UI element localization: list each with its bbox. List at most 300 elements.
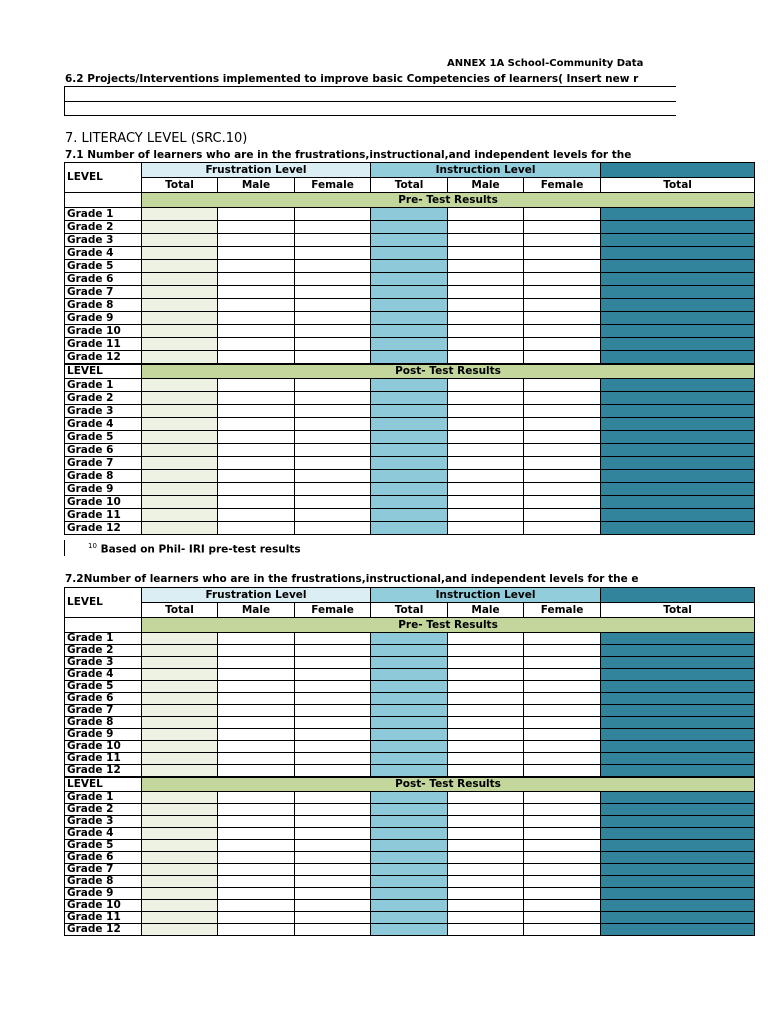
table-cell[interactable]	[448, 792, 524, 804]
table-cell[interactable]	[218, 418, 295, 431]
table-cell[interactable]	[295, 852, 371, 864]
table-cell[interactable]	[218, 483, 295, 496]
table-cell[interactable]	[524, 924, 601, 936]
table-cell[interactable]	[448, 753, 524, 765]
table-cell[interactable]	[218, 828, 295, 840]
table-cell[interactable]	[448, 840, 524, 852]
table-cell[interactable]	[601, 693, 755, 705]
table-cell[interactable]	[601, 900, 755, 912]
table-cell[interactable]	[218, 900, 295, 912]
table-cell[interactable]	[448, 876, 524, 888]
table-cell[interactable]	[524, 864, 601, 876]
table-cell[interactable]	[371, 840, 448, 852]
table-cell[interactable]	[371, 260, 448, 273]
table-cell[interactable]	[295, 431, 371, 444]
table-cell[interactable]	[448, 633, 524, 645]
table-cell[interactable]	[601, 888, 755, 900]
table-cell[interactable]	[371, 379, 448, 392]
table-cell[interactable]	[218, 208, 295, 221]
table-cell[interactable]	[371, 816, 448, 828]
table-cell[interactable]	[218, 457, 295, 470]
table-cell[interactable]	[142, 418, 218, 431]
table-cell[interactable]	[524, 405, 601, 418]
table-cell[interactable]	[524, 876, 601, 888]
table-cell[interactable]	[448, 431, 524, 444]
table-cell[interactable]	[371, 325, 448, 338]
table-cell[interactable]	[448, 351, 524, 364]
table-cell[interactable]	[218, 392, 295, 405]
table-cell[interactable]	[524, 792, 601, 804]
table-cell[interactable]	[295, 669, 371, 681]
table-cell[interactable]	[601, 483, 755, 496]
table-cell[interactable]	[371, 633, 448, 645]
table-cell[interactable]	[601, 379, 755, 392]
table-cell[interactable]	[218, 299, 295, 312]
table-cell[interactable]	[601, 741, 755, 753]
table-cell[interactable]	[524, 379, 601, 392]
table-cell[interactable]	[218, 273, 295, 286]
table-cell[interactable]	[218, 633, 295, 645]
table-cell[interactable]	[295, 729, 371, 741]
table-cell[interactable]	[448, 509, 524, 522]
table-cell[interactable]	[218, 924, 295, 936]
table-cell[interactable]	[601, 876, 755, 888]
table-cell[interactable]	[142, 247, 218, 260]
table-cell[interactable]	[448, 338, 524, 351]
table-cell[interactable]	[524, 260, 601, 273]
table-cell[interactable]	[371, 657, 448, 669]
table-cell[interactable]	[601, 792, 755, 804]
table-cell[interactable]	[448, 804, 524, 816]
table-cell[interactable]	[524, 392, 601, 405]
table-cell[interactable]	[218, 864, 295, 876]
table-cell[interactable]	[142, 470, 218, 483]
table-cell[interactable]	[295, 418, 371, 431]
table-cell[interactable]	[295, 657, 371, 669]
table-cell[interactable]	[524, 693, 601, 705]
table-cell[interactable]	[524, 912, 601, 924]
table-cell[interactable]	[295, 741, 371, 753]
table-cell[interactable]	[524, 325, 601, 338]
table-cell[interactable]	[448, 864, 524, 876]
table-cell[interactable]	[218, 729, 295, 741]
table-cell[interactable]	[524, 669, 601, 681]
table-cell[interactable]	[371, 351, 448, 364]
table-cell[interactable]	[601, 286, 755, 299]
table-cell[interactable]	[448, 729, 524, 741]
table-cell[interactable]	[371, 864, 448, 876]
table-cell[interactable]	[448, 379, 524, 392]
table-cell[interactable]	[142, 405, 218, 418]
table-cell[interactable]	[295, 312, 371, 325]
table-cell[interactable]	[295, 645, 371, 657]
table-cell[interactable]	[371, 221, 448, 234]
table-cell[interactable]	[142, 522, 218, 535]
table-cell[interactable]	[295, 693, 371, 705]
table-cell[interactable]	[601, 912, 755, 924]
table-cell[interactable]	[371, 418, 448, 431]
table-cell[interactable]	[524, 208, 601, 221]
table-cell[interactable]	[448, 816, 524, 828]
table-cell[interactable]	[524, 483, 601, 496]
table-cell[interactable]	[448, 221, 524, 234]
table-cell[interactable]	[295, 273, 371, 286]
table-cell[interactable]	[371, 444, 448, 457]
table-cell[interactable]	[295, 496, 371, 509]
table-cell[interactable]	[371, 924, 448, 936]
table-cell[interactable]	[601, 299, 755, 312]
table-cell[interactable]	[295, 888, 371, 900]
table-cell[interactable]	[295, 900, 371, 912]
table-cell[interactable]	[142, 392, 218, 405]
table-cell[interactable]	[142, 234, 218, 247]
table-cell[interactable]	[601, 325, 755, 338]
table-cell[interactable]	[295, 717, 371, 729]
table-cell[interactable]	[371, 509, 448, 522]
table-cell[interactable]	[371, 470, 448, 483]
table-cell[interactable]	[524, 804, 601, 816]
table-cell[interactable]	[524, 338, 601, 351]
table-cell[interactable]	[295, 260, 371, 273]
table-cell[interactable]	[601, 221, 755, 234]
table-cell[interactable]	[601, 260, 755, 273]
table-cell[interactable]	[448, 405, 524, 418]
table-cell[interactable]	[295, 912, 371, 924]
table-cell[interactable]	[295, 325, 371, 338]
table-cell[interactable]	[295, 765, 371, 777]
table-cell[interactable]	[142, 852, 218, 864]
table-cell[interactable]	[218, 669, 295, 681]
table-cell[interactable]	[142, 657, 218, 669]
table-cell[interactable]	[218, 405, 295, 418]
table-cell[interactable]	[524, 888, 601, 900]
table-cell[interactable]	[218, 876, 295, 888]
table-cell[interactable]	[524, 753, 601, 765]
table-cell[interactable]	[371, 483, 448, 496]
table-cell[interactable]	[524, 522, 601, 535]
table-cell[interactable]	[371, 286, 448, 299]
table-cell[interactable]	[371, 804, 448, 816]
table-cell[interactable]	[218, 286, 295, 299]
table-cell[interactable]	[295, 338, 371, 351]
table-cell[interactable]	[371, 457, 448, 470]
table-cell[interactable]	[371, 852, 448, 864]
table-cell[interactable]	[142, 351, 218, 364]
table-cell[interactable]	[371, 234, 448, 247]
table-cell[interactable]	[448, 912, 524, 924]
table-cell[interactable]	[295, 924, 371, 936]
table-cell[interactable]	[218, 912, 295, 924]
table-cell[interactable]	[601, 431, 755, 444]
table-cell[interactable]	[371, 522, 448, 535]
table-cell[interactable]	[218, 816, 295, 828]
table-cell[interactable]	[448, 260, 524, 273]
table-cell[interactable]	[601, 470, 755, 483]
table-cell[interactable]	[448, 470, 524, 483]
table-cell[interactable]	[524, 299, 601, 312]
table-cell[interactable]	[371, 693, 448, 705]
table-cell[interactable]	[601, 418, 755, 431]
table-cell[interactable]	[295, 405, 371, 418]
table-cell[interactable]	[601, 729, 755, 741]
table-cell[interactable]	[142, 325, 218, 338]
table-cell[interactable]	[524, 418, 601, 431]
table-cell[interactable]	[524, 247, 601, 260]
table-cell[interactable]	[524, 717, 601, 729]
table-cell[interactable]	[218, 470, 295, 483]
table-cell[interactable]	[295, 633, 371, 645]
table-cell[interactable]	[142, 260, 218, 273]
table-cell[interactable]	[371, 681, 448, 693]
table-cell[interactable]	[142, 840, 218, 852]
table-cell[interactable]	[371, 208, 448, 221]
table-cell[interactable]	[142, 804, 218, 816]
table-cell[interactable]	[371, 273, 448, 286]
table-cell[interactable]	[448, 828, 524, 840]
table-cell[interactable]	[448, 247, 524, 260]
table-cell[interactable]	[524, 457, 601, 470]
table-cell[interactable]	[448, 522, 524, 535]
table-cell[interactable]	[448, 392, 524, 405]
table-cell[interactable]	[448, 900, 524, 912]
table-cell[interactable]	[295, 221, 371, 234]
table-cell[interactable]	[601, 924, 755, 936]
table-cell[interactable]	[295, 816, 371, 828]
table-cell[interactable]	[295, 509, 371, 522]
table-cell[interactable]	[524, 657, 601, 669]
table-cell[interactable]	[218, 693, 295, 705]
table-cell[interactable]	[448, 669, 524, 681]
table-cell[interactable]	[601, 351, 755, 364]
table-cell[interactable]	[142, 496, 218, 509]
table-cell[interactable]	[371, 753, 448, 765]
table-cell[interactable]	[448, 705, 524, 717]
table-cell[interactable]	[448, 444, 524, 457]
table-cell[interactable]	[218, 888, 295, 900]
table-cell[interactable]	[371, 717, 448, 729]
table-cell[interactable]	[448, 645, 524, 657]
table-cell[interactable]	[601, 864, 755, 876]
table-cell[interactable]	[371, 741, 448, 753]
table-cell[interactable]	[524, 221, 601, 234]
table-cell[interactable]	[142, 888, 218, 900]
table-cell[interactable]	[371, 705, 448, 717]
table-cell[interactable]	[448, 681, 524, 693]
table-cell[interactable]	[371, 312, 448, 325]
table-cell[interactable]	[218, 804, 295, 816]
table-cell[interactable]	[371, 645, 448, 657]
table-cell[interactable]	[295, 247, 371, 260]
table-cell[interactable]	[601, 657, 755, 669]
table-cell[interactable]	[524, 741, 601, 753]
table-cell[interactable]	[142, 741, 218, 753]
table-cell[interactable]	[295, 379, 371, 392]
table-cell[interactable]	[218, 260, 295, 273]
table-cell[interactable]	[218, 221, 295, 234]
table-cell[interactable]	[601, 828, 755, 840]
table-cell[interactable]	[371, 828, 448, 840]
table-cell[interactable]	[524, 444, 601, 457]
table-cell[interactable]	[142, 717, 218, 729]
table-cell[interactable]	[524, 900, 601, 912]
table-cell[interactable]	[142, 299, 218, 312]
table-cell[interactable]	[218, 522, 295, 535]
table-cell[interactable]	[142, 924, 218, 936]
table-cell[interactable]	[142, 338, 218, 351]
table-cell[interactable]	[371, 729, 448, 741]
table-cell[interactable]	[295, 234, 371, 247]
table-cell[interactable]	[295, 804, 371, 816]
table-cell[interactable]	[601, 273, 755, 286]
table-cell[interactable]	[371, 299, 448, 312]
table-cell[interactable]	[524, 312, 601, 325]
table-cell[interactable]	[142, 828, 218, 840]
table-cell[interactable]	[448, 483, 524, 496]
table-cell[interactable]	[142, 900, 218, 912]
table-cell[interactable]	[218, 657, 295, 669]
table-cell[interactable]	[601, 312, 755, 325]
table-cell[interactable]	[601, 669, 755, 681]
table-cell[interactable]	[218, 681, 295, 693]
table-cell[interactable]	[295, 792, 371, 804]
table-cell[interactable]	[448, 852, 524, 864]
table-cell[interactable]	[601, 705, 755, 717]
table-cell[interactable]	[218, 247, 295, 260]
table-cell[interactable]	[371, 338, 448, 351]
table-cell[interactable]	[142, 729, 218, 741]
table-cell[interactable]	[142, 312, 218, 325]
table-cell[interactable]	[371, 912, 448, 924]
table-cell[interactable]	[601, 496, 755, 509]
table-cell[interactable]	[524, 286, 601, 299]
table-cell[interactable]	[142, 912, 218, 924]
table-cell[interactable]	[601, 457, 755, 470]
table-cell[interactable]	[448, 924, 524, 936]
table-cell[interactable]	[295, 681, 371, 693]
table-cell[interactable]	[524, 273, 601, 286]
table-cell[interactable]	[142, 705, 218, 717]
table-cell[interactable]	[601, 681, 755, 693]
table-cell[interactable]	[295, 208, 371, 221]
table-cell[interactable]	[601, 765, 755, 777]
table-cell[interactable]	[371, 431, 448, 444]
table-cell[interactable]	[448, 286, 524, 299]
table-cell[interactable]	[142, 633, 218, 645]
table-cell[interactable]	[524, 681, 601, 693]
table-cell[interactable]	[295, 470, 371, 483]
table-cell[interactable]	[218, 509, 295, 522]
table-cell[interactable]	[601, 804, 755, 816]
table-cell[interactable]	[524, 828, 601, 840]
table-cell[interactable]	[524, 705, 601, 717]
table-cell[interactable]	[601, 247, 755, 260]
table-cell[interactable]	[371, 765, 448, 777]
table-cell[interactable]	[142, 669, 218, 681]
table-cell[interactable]	[295, 483, 371, 496]
table-cell[interactable]	[371, 900, 448, 912]
table-cell[interactable]	[142, 864, 218, 876]
table-cell[interactable]	[295, 753, 371, 765]
table-cell[interactable]	[295, 876, 371, 888]
table-cell[interactable]	[524, 645, 601, 657]
table-cell[interactable]	[142, 431, 218, 444]
table-cell[interactable]	[601, 852, 755, 864]
table-cell[interactable]	[295, 457, 371, 470]
table-cell[interactable]	[142, 221, 218, 234]
table-cell[interactable]	[448, 299, 524, 312]
table-cell[interactable]	[295, 828, 371, 840]
table-cell[interactable]	[448, 657, 524, 669]
table-cell[interactable]	[295, 351, 371, 364]
table-cell[interactable]	[142, 509, 218, 522]
table-cell[interactable]	[142, 273, 218, 286]
table-cell[interactable]	[218, 444, 295, 457]
table-cell[interactable]	[601, 208, 755, 221]
table-cell[interactable]	[218, 312, 295, 325]
table-cell[interactable]	[142, 379, 218, 392]
table-cell[interactable]	[524, 852, 601, 864]
table-cell[interactable]	[218, 431, 295, 444]
table-cell[interactable]	[448, 496, 524, 509]
table-cell[interactable]	[142, 286, 218, 299]
table-cell[interactable]	[448, 765, 524, 777]
table-cell[interactable]	[448, 234, 524, 247]
table-cell[interactable]	[601, 816, 755, 828]
table-cell[interactable]	[524, 234, 601, 247]
table-cell[interactable]	[218, 792, 295, 804]
table-cell[interactable]	[524, 633, 601, 645]
table-cell[interactable]	[601, 392, 755, 405]
table-cell[interactable]	[601, 405, 755, 418]
table-cell[interactable]	[142, 457, 218, 470]
table-cell[interactable]	[601, 840, 755, 852]
table-cell[interactable]	[218, 351, 295, 364]
table-cell[interactable]	[218, 234, 295, 247]
table-cell[interactable]	[295, 444, 371, 457]
table-cell[interactable]	[448, 457, 524, 470]
table-cell[interactable]	[601, 509, 755, 522]
table-cell[interactable]	[601, 234, 755, 247]
table-cell[interactable]	[142, 753, 218, 765]
table-cell[interactable]	[524, 470, 601, 483]
table-cell[interactable]	[142, 444, 218, 457]
table-cell[interactable]	[295, 522, 371, 535]
table-cell[interactable]	[218, 379, 295, 392]
table-cell[interactable]	[601, 444, 755, 457]
table-cell[interactable]	[218, 705, 295, 717]
table-cell[interactable]	[448, 888, 524, 900]
table-cell[interactable]	[142, 816, 218, 828]
table-cell[interactable]	[295, 840, 371, 852]
table-cell[interactable]	[218, 765, 295, 777]
table-cell[interactable]	[524, 509, 601, 522]
table-cell[interactable]	[142, 693, 218, 705]
table-cell[interactable]	[601, 753, 755, 765]
table-cell[interactable]	[524, 351, 601, 364]
table-cell[interactable]	[601, 717, 755, 729]
table-cell[interactable]	[142, 483, 218, 496]
table-cell[interactable]	[218, 496, 295, 509]
table-cell[interactable]	[295, 299, 371, 312]
table-cell[interactable]	[218, 717, 295, 729]
table-cell[interactable]	[448, 312, 524, 325]
table-cell[interactable]	[371, 669, 448, 681]
table-cell[interactable]	[524, 496, 601, 509]
table-cell[interactable]	[524, 729, 601, 741]
table-cell[interactable]	[142, 208, 218, 221]
table-cell[interactable]	[601, 645, 755, 657]
table-cell[interactable]	[448, 741, 524, 753]
